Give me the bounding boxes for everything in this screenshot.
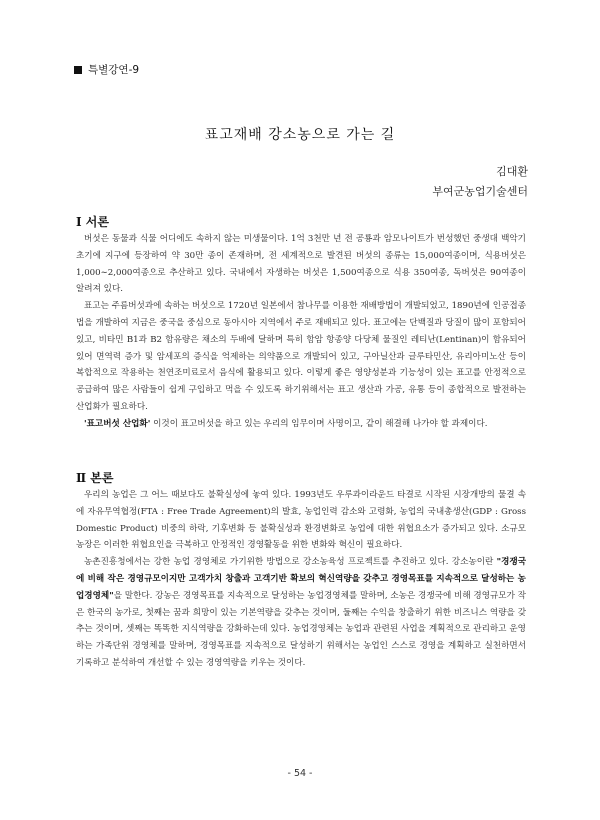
author-block bbox=[432, 162, 528, 202]
paragraph-rest: 이것이 표고버섯을 하고 있는 우리의 임무이며 사명이고, 같이 해결해 나가야 할 과제이다. bbox=[150, 418, 488, 429]
paragraph-rest: 을 말한다. 강농은 경영목표를 지속적으로 달성하는 농업경영체를 말하며, 소농은 경쟁국에 비해 경영규모가 작은 한국의 농가로, 첫째는 꿈과 희망이 있는 기본역량을 갖추는 것이며, 둘째는 수익을 창출하기 위한 비즈니스 역량을 갖추는 것이며, 셋째는 똑똑한 지식역량을 강화하는데 있다. 농업경영체는 농업과 관련된 사업을 계획적으로 관리하고 운영하는 가족단위 경영체를 말하며, 경영목표를 지속적으로 달성하기 위해서는 농업인 스스로 경영을 계획하고 실천하면서 기록하고 분석하여 개선할 수 있는 경영역량을 키우는 것이다. bbox=[76, 590, 526, 668]
square-bullet-icon bbox=[74, 66, 82, 74]
paragraph: 우리의 농업은 그 어느 때보다도 불확실성에 놓여 있다. 1993년도 우루과이라운드 타결로 시작된 시장개방의 물결 속에 자유무역협정(FTA : Free Trade Agreement)의 발효, 농업인력 감소와 고령화, 농업의 국내총생산(GDP : Gross Domestic Product) 비중의 하락, 기후변화 등 불확실성과 환경변화로 농업에 대한 위협요소가 증가되고 있다. 소규모 농장은 이러한 위협요인을 극복하고 안정적인 경영활동을 위한 변화와 혁신이 필요하다. bbox=[76, 490, 526, 551]
author-affiliation: 부여군농업기술센터 bbox=[432, 185, 528, 198]
section-heading-intro: Ⅰ 서론 bbox=[76, 215, 109, 229]
section-body-intro bbox=[76, 231, 526, 433]
section-header bbox=[74, 62, 139, 77]
paragraph bbox=[76, 554, 526, 672]
section-heading-main: Ⅱ 본론 bbox=[76, 471, 114, 485]
paragraph bbox=[76, 416, 526, 433]
paragraph: 표고는 주름버섯과에 속하는 버섯으로 1720년 일본에서 참나무를 이용한 재배방법이 개발되었고, 1890년에 인공접종법을 개발하여 지금은 중국을 중심으로 동아시아 지역에서 주로 재배되고 있다. 표고에는 단백질과 당질이 많이 포함되어 있고, 비타민 B1과 B2 함유량은 채소의 두배에 달하며 특히 함암 항종양 다당체 물질인 레티난(Lentinan)이 함유되어 있어 면역력 증가 및 암세포의 증식을 억제하는 의약품으로 개발되어 있고, 구아닐산과 글루타민산, 유리아미노산 등이 복합적으로 작용하는 천연조미료로서 음식에 활용되고 있다. 이렇게 좋은 영양성분과 기능성이 있는 표고를 안정적으로 공급하여 많은 사람들이 쉽게 구입하고 먹을 수 있도록 하기위해서는 표고 생산과 가공, 유통 등이 종합적으로 발전하는 산업화가 필요하다. bbox=[76, 301, 526, 412]
header-label: 특별강연-9 bbox=[88, 64, 140, 76]
page-number: - 54 - bbox=[287, 768, 313, 779]
author-name: 김대환 bbox=[496, 165, 528, 178]
paragraph: 버섯은 동물과 식물 어디에도 속하지 않는 미생물이다. 1억 3천만 년 전 공룡과 암모나이트가 번성했던 중생대 백악기 초기에 지구에 등장하여 약 30만 종이 존재하며, 전 세계적으로 발견된 버섯의 종류는 15,000여종이며, 식용버섯은 1,000∼2,000여종으로 추산하고 있다. 국내에서 자생하는 버섯은 1,500여종으로 식용 350여종, 독버섯은 90여종이 알려져 있다. bbox=[76, 234, 526, 295]
paragraph-lead: 농촌진흥청에서는 강한 농업 경영체로 가기위한 방법으로 강소농육성 프로젝트를 추진하고 있다. 강소농이란 bbox=[84, 557, 494, 568]
bold-phrase: '표고버섯 산업화' bbox=[84, 418, 151, 429]
bold-definition: "경쟁국에 비해 작은 경영규모이지만 고객가치 창출과 고객기반 확보의 혁신역량을 갖추고 경영목표를 지속적으로 달성하는 농업경영체" bbox=[76, 557, 527, 601]
section-body-main bbox=[76, 487, 526, 672]
document-title: 표고재배 강소농으로 가는 길 bbox=[204, 127, 396, 143]
